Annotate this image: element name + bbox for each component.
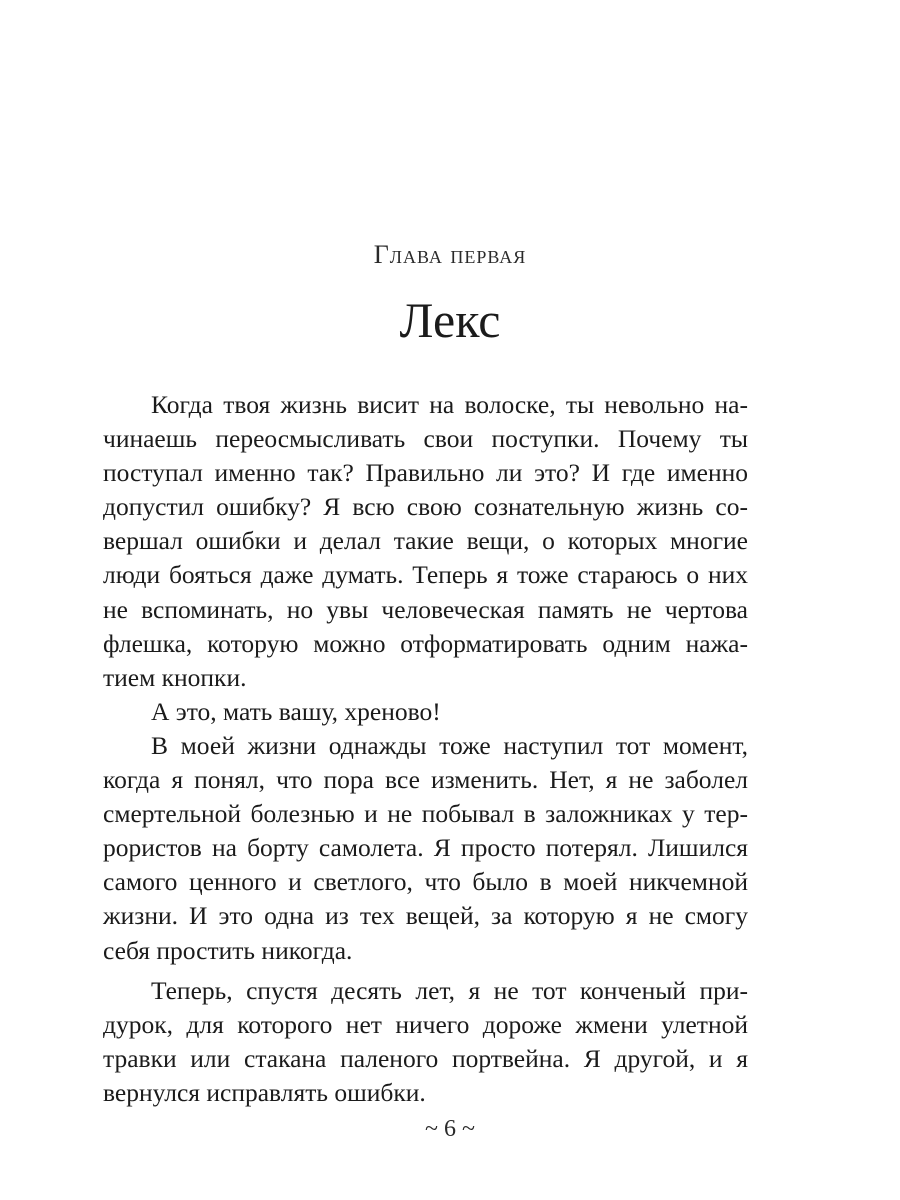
chapter-body bbox=[103, 388, 748, 1110]
paragraph: Когда твоя жизнь висит на волоске, ты невольно начинаешь переосмысливать свои поступки. Почему ты поступал именно так? Правильно ли это? И где именно допустил ошибку? Я всю свою сознательную жизнь совершал ошибки и делал такие вещи, о которых многие люди бояться даже думать. Теперь я тоже стараюсь о них не вспоминать, но увы человеческая память не чертова флешка, которую можно отформатировать одним нажатием кнопки. bbox=[103, 390, 748, 692]
page-number: ~ 6 ~ bbox=[425, 1116, 475, 1142]
paragraph: В моей жизни однажды тоже наступил тот момент, когда я понял, что пора все изменить. Нет, я не заболел смертельной болезнью и не побывал в заложниках у террористов на борту самолета. Я просто потерял. Лишился самого ценного и светлого, что было в моей никчемной жизни. И это одна из тех вещей, за которую я не смогу себя простить никогда. bbox=[103, 730, 748, 965]
chapter-label: Глава первая bbox=[373, 240, 527, 269]
paragraph: Теперь, спустя десять лет, я не тот конченый придурок, для которого нет ничего дороже жмени улетной травки или стакана паленого портвейна. Я другой, и я вернулся исправлять ошибки. bbox=[103, 975, 748, 1107]
paragraph: А это, мать вашу, хреново! bbox=[151, 696, 441, 726]
chapter-title: Лекс bbox=[399, 292, 501, 348]
